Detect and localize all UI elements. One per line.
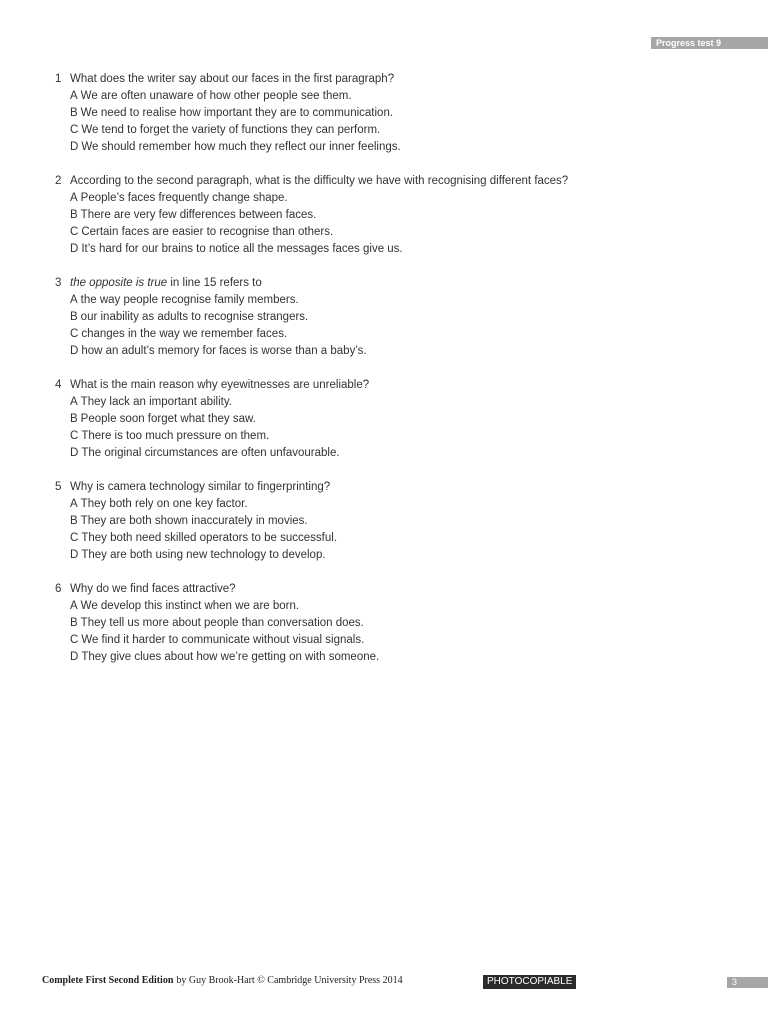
- option-letter: A: [70, 192, 78, 204]
- option-text: our inability as adults to recognise strangers.: [80, 311, 309, 323]
- option-letter: A: [70, 294, 78, 306]
- option-d: [55, 649, 575, 666]
- question-prompt: in line 15 refers to: [167, 277, 262, 289]
- option-text: People soon forget what they saw.: [80, 413, 256, 425]
- option-letter: C: [70, 124, 79, 136]
- option-b: [55, 309, 575, 326]
- footer-credit: [42, 975, 403, 986]
- quoted-phrase: the opposite is true: [70, 277, 168, 289]
- option-letter: C: [70, 226, 79, 238]
- question-number: 4: [55, 379, 62, 391]
- option-a: [55, 292, 575, 309]
- option-letter: B: [70, 209, 78, 221]
- option-d: [55, 343, 575, 360]
- option-text: We need to realise how important they are to communication.: [80, 107, 394, 119]
- option-letter: B: [70, 617, 78, 629]
- option-c: [55, 530, 575, 547]
- option-c: [55, 428, 575, 445]
- question-list: [55, 71, 575, 683]
- option-a: [55, 88, 575, 105]
- option-letter: D: [70, 243, 79, 255]
- option-letter: A: [70, 396, 78, 408]
- option-text: how an adult’s memory for faces is worse than a baby’s.: [81, 345, 367, 357]
- question-6: [55, 581, 575, 666]
- option-c: [55, 326, 575, 343]
- option-letter: D: [70, 345, 79, 357]
- question-prompt: What is the main reason why eyewitnesses are unreliable?: [70, 379, 370, 391]
- option-text: It’s hard for our brains to notice all the messages faces give us.: [81, 243, 403, 255]
- option-d: [55, 547, 575, 564]
- option-letter: B: [70, 413, 78, 425]
- option-b: [55, 411, 575, 428]
- option-c: [55, 632, 575, 649]
- option-letter: B: [70, 107, 78, 119]
- option-a: [55, 394, 575, 411]
- question-1: [55, 71, 575, 156]
- option-b: [55, 105, 575, 122]
- option-letter: D: [70, 651, 79, 663]
- option-letter: D: [70, 141, 79, 153]
- question-prompt: According to the second paragraph, what is the difficulty we have with recognising different faces?: [70, 175, 569, 187]
- option-c: [55, 122, 575, 139]
- option-text: the way people recognise family members.: [80, 294, 299, 306]
- option-d: [55, 139, 575, 156]
- option-letter: A: [70, 498, 78, 510]
- question-4: [55, 377, 575, 462]
- question-5: [55, 479, 575, 564]
- option-text: The original circumstances are often unfavourable.: [81, 447, 340, 459]
- option-d: [55, 241, 575, 258]
- option-a: [55, 598, 575, 615]
- option-d: [55, 445, 575, 462]
- question-number: 2: [55, 175, 62, 187]
- option-letter: C: [70, 634, 79, 646]
- question-number: 6: [55, 583, 62, 595]
- option-text: changes in the way we remember faces.: [81, 328, 288, 340]
- option-text: They tell us more about people than conversation does.: [80, 617, 364, 629]
- option-letter: A: [70, 600, 78, 612]
- option-text: They both rely on one key factor.: [80, 498, 248, 510]
- copyright-text: by Guy Brook-Hart © Cambridge University Press 2014: [176, 975, 403, 986]
- option-text: There is too much pressure on them.: [81, 430, 270, 442]
- option-text: There are very few differences between faces.: [80, 209, 317, 221]
- question-prompt: Why is camera technology similar to fingerprinting?: [70, 481, 331, 493]
- option-text: We develop this instinct when we are born.: [80, 600, 300, 612]
- question-prompt: What does the writer say about our faces in the first paragraph?: [70, 73, 395, 85]
- option-text: They both need skilled operators to be successful.: [81, 532, 338, 544]
- option-b: [55, 207, 575, 224]
- option-text: They lack an important ability.: [80, 396, 232, 408]
- option-letter: B: [70, 515, 78, 527]
- section-label: Progress test 9: [651, 37, 768, 49]
- option-text: We should remember how much they reflect our inner feelings.: [81, 141, 401, 153]
- option-a: [55, 190, 575, 207]
- option-text: Certain faces are easier to recognise than others.: [81, 226, 334, 238]
- option-letter: B: [70, 311, 78, 323]
- option-letter: A: [70, 90, 78, 102]
- question-3: [55, 275, 575, 360]
- question-prompt-container: [70, 275, 575, 292]
- option-b: [55, 513, 575, 530]
- question-number: 5: [55, 481, 62, 493]
- option-text: People’s faces frequently change shape.: [80, 192, 288, 204]
- option-text: They give clues about how we’re getting on with someone.: [81, 651, 380, 663]
- option-c: [55, 224, 575, 241]
- book-title: Complete First Second Edition: [42, 975, 174, 986]
- question-number: 3: [55, 277, 62, 289]
- option-letter: C: [70, 328, 79, 340]
- option-text: They are both shown inaccurately in movies.: [80, 515, 308, 527]
- option-text: They are both using new technology to develop.: [81, 549, 326, 561]
- question-number: 1: [55, 73, 62, 85]
- option-letter: D: [70, 549, 79, 561]
- option-text: We are often unaware of how other people see them.: [80, 90, 352, 102]
- option-a: [55, 496, 575, 513]
- page-number: 3: [727, 977, 768, 988]
- photocopiable-badge: PHOTOCOPIABLE: [483, 975, 576, 989]
- option-text: We tend to forget the variety of functions they can perform.: [81, 124, 381, 136]
- option-letter: D: [70, 447, 79, 459]
- option-letter: C: [70, 532, 79, 544]
- option-letter: C: [70, 430, 79, 442]
- question-prompt: Why do we find faces attractive?: [70, 583, 236, 595]
- question-2: [55, 173, 575, 258]
- option-b: [55, 615, 575, 632]
- option-text: We find it harder to communicate without visual signals.: [81, 634, 365, 646]
